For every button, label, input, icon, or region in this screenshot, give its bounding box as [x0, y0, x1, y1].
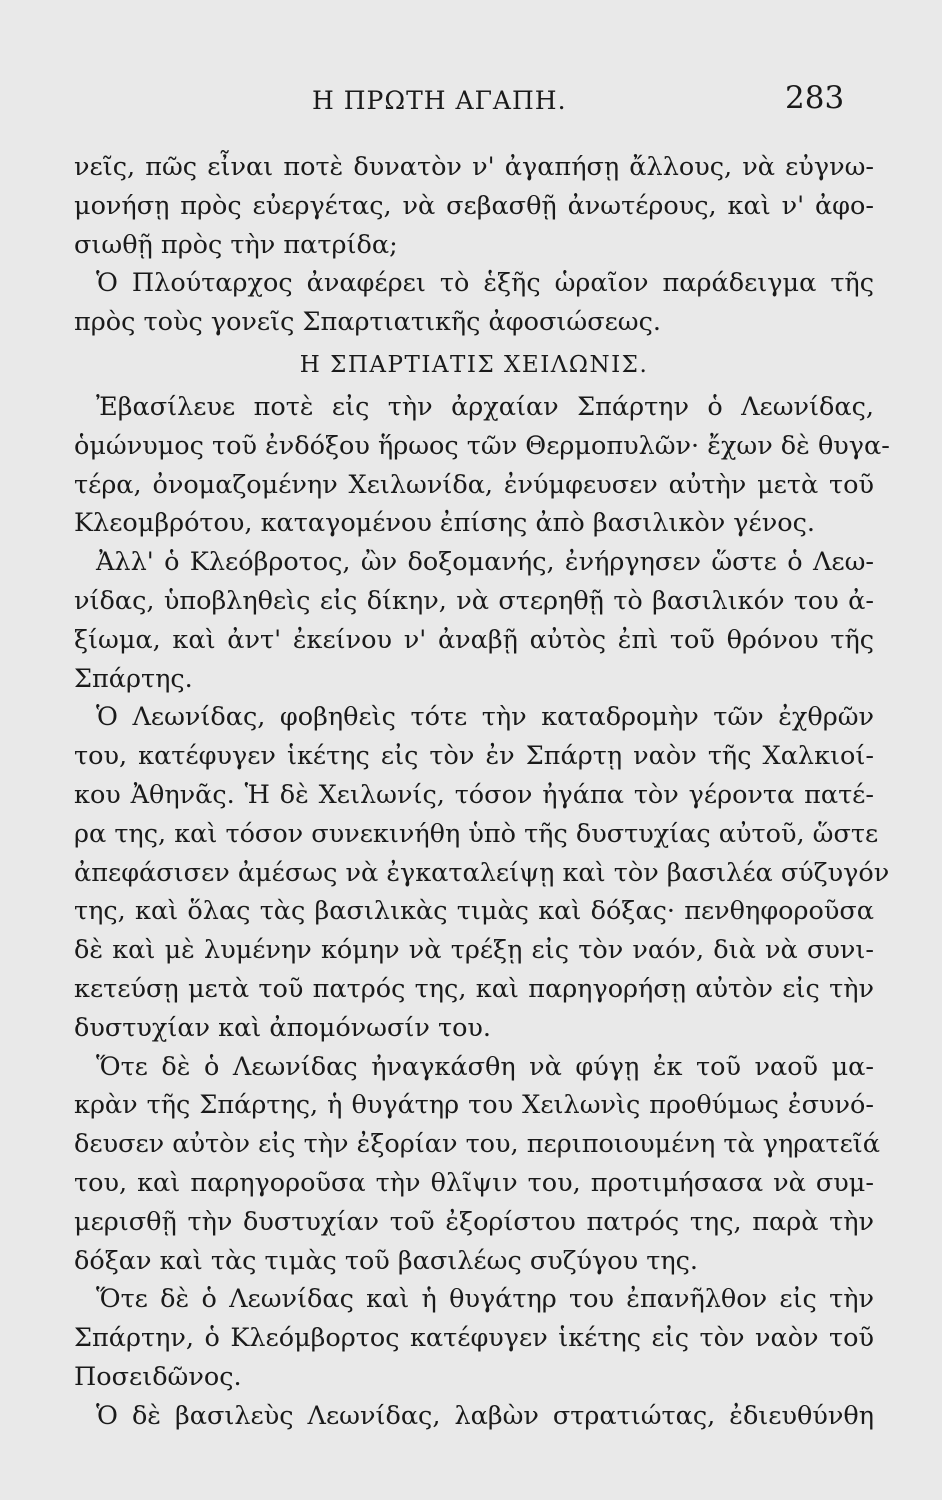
page-number: 283: [785, 80, 845, 116]
running-title: Η ΠΡΩΤΗ ΑΓΑΠΗ.: [312, 86, 567, 115]
text-line: τέρα, ὀνομαζομένην Χειλωνίδα, ἐνύμφευσεν αὐτὴν μετὰ τοῦ: [74, 469, 874, 500]
text-line: Σπάρτην, ὁ Κλεόμβορτος κατέφυγεν ἱκέτης εἰς τὸν ναὸν τοῦ: [74, 1323, 874, 1354]
text-line: ἀπεφάσισεν ἀμέσως νὰ ἐγκαταλείψῃ καὶ τὸν βασιλέα σύζυγόν: [74, 857, 890, 888]
text-line: Ἐβασίλευε ποτὲ εἰς τὴν ἀρχαίαν Σπάρτην ὁ Λεωνίδας,: [96, 391, 874, 422]
text-line: Ὅτε δὲ ὁ Λεωνίδας καὶ ἡ θυγάτηρ του ἐπανῆλθον εἰς τὴν: [96, 1284, 874, 1315]
section-title: Η ΣΠΑΡΤΙΑΤΙΣ ΧΕΙΛΩΝΙΣ.: [299, 351, 649, 378]
text-line: δυστυχίαν καὶ ἀπομόνωσίν του.: [74, 1012, 492, 1043]
text-line: κετεύσῃ μετὰ τοῦ πατρός της, καὶ παρηγορήσῃ αὐτὸν εἰς τὴν: [74, 973, 874, 1004]
text-line: Ποσειδῶνος.: [74, 1361, 242, 1392]
text-line: σιωθῇ πρὸς τὴν πατρίδα;: [74, 229, 398, 260]
text-line: δευσεν αὐτὸν εἰς τὴν ἐξορίαν του, περιποιουμένη τὰ γηρατεῖά: [74, 1129, 881, 1160]
text-line: κου Ἀθηνᾶς. Ἡ δὲ Χειλωνίς, τόσον ἠγάπα τὸν γέροντα πατέ-: [74, 779, 874, 810]
text-line: Κλεομβρότου, καταγομένου ἐπίσης ἀπὸ βασιλικὸν γένος.: [74, 508, 815, 539]
text-line: ρα της, καὶ τόσον συνεκινήθη ὑπὸ τῆς δυστυχίας αὐτοῦ, ὥστε: [74, 818, 879, 849]
text-line: Ὁ δὲ βασιλεὺς Λεωνίδας, λαβὼν στρατιώτας, ἐδιευθύνθη: [96, 1400, 874, 1431]
text-line: Ὁ Λεωνίδας, φοβηθεὶς τότε τὴν καταδρομὴν τῶν ἐχθρῶν: [96, 702, 874, 733]
body-text: [74, 148, 890, 1436]
text-line: μερισθῇ τὴν δυστυχίαν τοῦ ἐξορίστου πατρός της, παρὰ τὴν: [74, 1206, 874, 1237]
text-line: δὲ καὶ μὲ λυμένην κόμην νὰ τρέξῃ εἰς τὸν ναόν, διὰ νὰ συνι-: [74, 935, 874, 966]
text-line: μονήσῃ πρὸς εὐεργέτας, νὰ σεβασθῇ ἀνωτέρους, καὶ ν' ἀφο-: [74, 190, 874, 221]
text-line: κρὰν τῆς Σπάρτης, ἡ θυγάτηρ του Χειλωνὶς προθύμως ἐσυνό-: [74, 1090, 874, 1121]
text-line: Ὅτε δὲ ὁ Λεωνίδας ἠναγκάσθη νὰ φύγῃ ἐκ τοῦ ναοῦ μα-: [96, 1051, 874, 1082]
text-line: του, καὶ παρηγοροῦσα τὴν θλῖψιν του, προτιμήσασα νὰ συμ-: [74, 1167, 874, 1198]
text-line: ξίωμα, καὶ ἀντ' ἐκείνου ν' ἀναβῇ αὐτὸς ἐπὶ τοῦ θρόνου τῆς: [74, 624, 874, 655]
text-line: Ἀλλ' ὁ Κλεόβροτος, ὢν δοξομανής, ἐνήργησεν ὥστε ὁ Λεω-: [96, 547, 874, 578]
running-head: [0, 80, 942, 120]
text-line: Σπάρτης.: [74, 663, 193, 694]
text-line: πρὸς τοὺς γονεῖς Σπαρτιατικῆς ἀφοσιώσεως.: [74, 307, 661, 338]
text-line: νίδας, ὑποβληθεὶς εἰς δίκην, νὰ στερηθῇ τὸ βασιλικόν του ἀ-: [74, 585, 874, 616]
text-line: της, καὶ ὅλας τὰς βασιλικὰς τιμὰς καὶ δόξας· πενθηφοροῦσα: [74, 896, 874, 927]
text-line: δόξαν καὶ τὰς τιμὰς τοῦ βασιλέως συζύγου της.: [74, 1245, 699, 1276]
text-line: του, κατέφυγεν ἱκέτης εἰς τὸν ἐν Σπάρτῃ ναὸν τῆς Χαλκιοί-: [74, 741, 874, 772]
text-line: ὁμώνυμος τοῦ ἐνδόξου ἥρωος τῶν Θερμοπυλῶν· ἔχων δὲ θυγα-: [74, 430, 890, 461]
text-line: Ὁ Πλούταρχος ἀναφέρει τὸ ἑξῆς ὡραῖον παράδειγμα τῆς: [96, 268, 874, 299]
text-line: νεῖς, πῶς εἶναι ποτὲ δυνατὸν ν' ἀγαπήσῃ ἄλλους, νὰ εὐγνω-: [74, 152, 874, 182]
